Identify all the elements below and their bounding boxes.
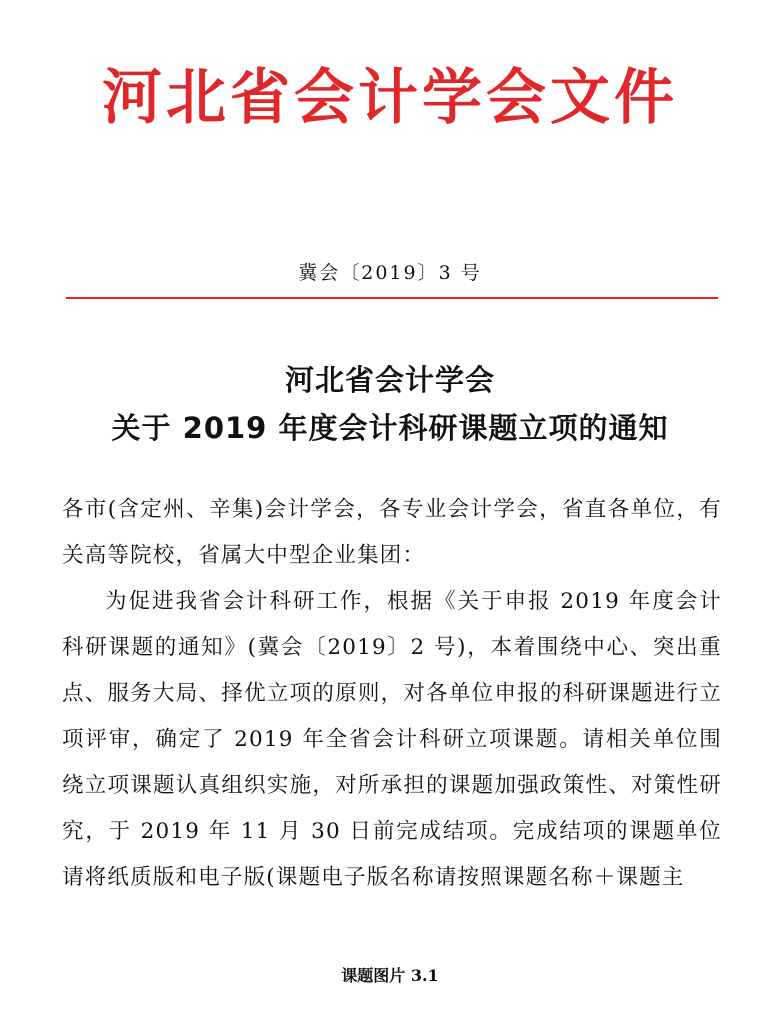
addressee-paragraph: 各市(含定州、辛集)会计学会，各专业会计学会，省直各单位，有关高等院校，省属大中型企业集团： [62, 497, 722, 568]
body-paragraph: 为促进我省会计科研工作，根据《关于申报 2019 年度会计科研课题的通知》(冀会〔2019〕2 号)，本着围绕中心、突出重点、服务大局、择优立项的原则，对各单位申报的科研课题进行立项评审，确定了 2019 年全省会计科研立项课题。请相关单位围绕立项课题认真组织实施，对所承担的课题加强政策性、对策性研究，于 2019 年 11 月 30 日前完成结项。完成结项的课题单位请将纸质版和电子版(课题电子版名称请按照课题名称＋课题主 [62, 589, 722, 890]
masthead-title: 河北省会计学会文件 [102, 63, 678, 133]
figure-caption: 课题图片 3.1 [341, 966, 439, 985]
document-number: 冀会〔2019〕3 号 [298, 262, 482, 284]
notice-title-line-1: 河北省会计学会 [284, 363, 495, 397]
notice-body [62, 487, 722, 901]
red-divider-line [66, 297, 718, 299]
notice-title-line-2: 关于 2019 年度会计科研课题立项的通知 [111, 411, 669, 445]
